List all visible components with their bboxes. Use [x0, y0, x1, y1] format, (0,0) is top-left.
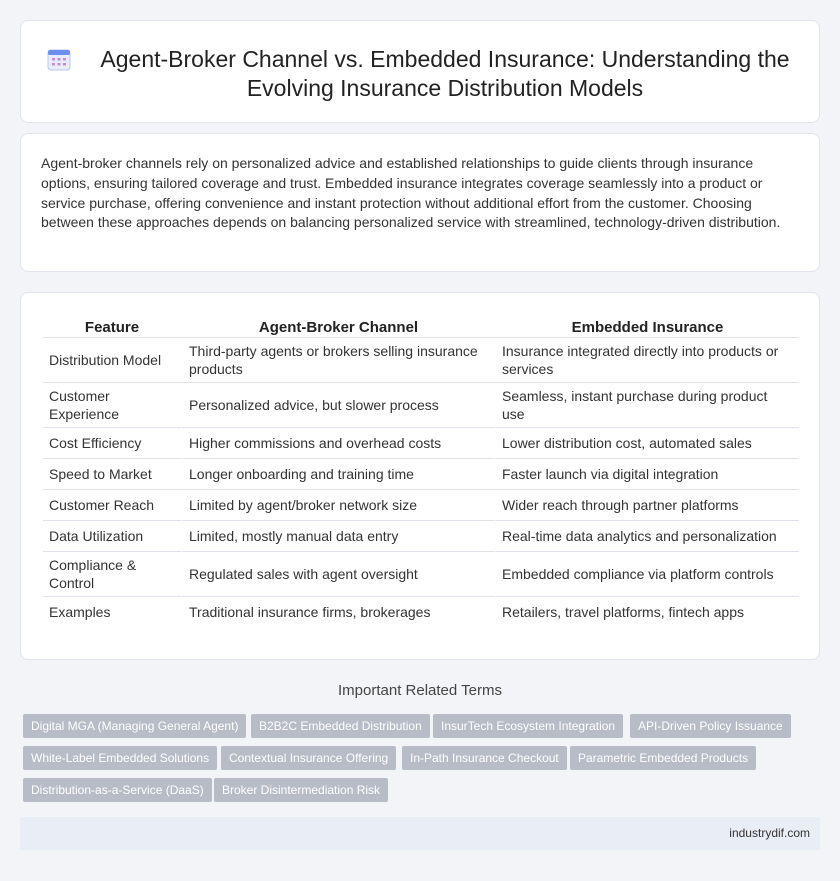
- row-feature: Speed to Market: [43, 458, 181, 489]
- table-row: [43, 520, 799, 551]
- header-agent-broker: Agent-Broker Channel: [181, 315, 494, 337]
- row-agent-broker: Traditional insurance firms, brokerages: [181, 596, 494, 627]
- page-title: Agent-Broker Channel vs. Embedded Insurance: Understanding the Evolving Insurance Distribution Models: [100, 46, 790, 101]
- row-embedded: Insurance integrated directly into products or services: [494, 337, 799, 382]
- header-feature: Feature: [84, 319, 140, 336]
- table-row: [43, 596, 799, 627]
- table-row: [43, 489, 799, 520]
- row-feature: Customer Reach: [43, 489, 181, 520]
- related-term-tag[interactable]: In-Path Insurance Checkout: [402, 746, 567, 770]
- row-embedded: Embedded compliance via platform controls: [494, 551, 799, 596]
- intro-paragraph: Agent-broker channels rely on personalized advice and established relationships to guide clients through insurance options, ensuring tailored coverage and trust. Embedded insurance integrates coverage seamlessly into a product or service purchase, offering convenience and instant protection without additional effort from the customer. Choosing between these approaches depends on balancing personalized service with streamlined, technology-driven distribution.: [41, 155, 781, 231]
- header-embedded: Embedded Insurance: [494, 315, 799, 337]
- related-term-tag[interactable]: B2B2C Embedded Distribution: [251, 714, 430, 738]
- footer-bar: [20, 817, 820, 850]
- row-agent-broker: Higher commissions and overhead costs: [181, 427, 494, 458]
- footer-site-link[interactable]: industrydif.com: [729, 826, 810, 840]
- row-agent-broker: Regulated sales with agent oversight: [181, 551, 494, 596]
- row-agent-broker: Third-party agents or brokers selling insurance products: [181, 337, 494, 382]
- table-row: [43, 382, 799, 427]
- row-feature: Distribution Model: [43, 337, 181, 382]
- row-agent-broker: Limited by agent/broker network size: [181, 489, 494, 520]
- title-card: [20, 20, 820, 123]
- row-agent-broker: Personalized advice, but slower process: [181, 382, 494, 427]
- row-embedded: Real-time data analytics and personalization: [494, 520, 799, 551]
- related-term-tag[interactable]: API-Driven Policy Issuance: [630, 714, 791, 738]
- row-feature: Data Utilization: [43, 520, 181, 551]
- table-row: [43, 337, 799, 382]
- comparison-card: [20, 292, 820, 660]
- related-term-tag[interactable]: Digital MGA (Managing General Agent): [23, 714, 246, 738]
- related-term-tag[interactable]: Distribution-as-a-Service (DaaS): [23, 778, 212, 802]
- row-agent-broker: Limited, mostly manual data entry: [181, 520, 494, 551]
- row-embedded: Retailers, travel platforms, fintech apps: [494, 596, 799, 627]
- row-embedded: Seamless, instant purchase during product use: [494, 382, 799, 427]
- table-header-row: [43, 315, 799, 337]
- related-term-tag[interactable]: InsurTech Ecosystem Integration: [433, 714, 623, 738]
- table-row: [43, 427, 799, 458]
- row-embedded: Faster launch via digital integration: [494, 458, 799, 489]
- row-feature: Customer Experience: [43, 382, 181, 427]
- related-terms-heading: Important Related Terms: [338, 682, 502, 699]
- row-feature: Cost Efficiency: [43, 427, 181, 458]
- intro-card: [20, 133, 820, 272]
- comparison-table: [43, 315, 799, 627]
- row-feature: Compliance & Control: [43, 551, 181, 596]
- related-term-tag[interactable]: Parametric Embedded Products: [570, 746, 756, 770]
- row-agent-broker: Longer onboarding and training time: [181, 458, 494, 489]
- related-term-tag[interactable]: White-Label Embedded Solutions: [23, 746, 217, 770]
- calendar-grid-icon: [47, 47, 71, 71]
- row-feature: Examples: [43, 596, 181, 627]
- table-row: [43, 458, 799, 489]
- related-term-tag[interactable]: Broker Disintermediation Risk: [214, 778, 388, 802]
- table-row: [43, 551, 799, 596]
- row-embedded: Wider reach through partner platforms: [494, 489, 799, 520]
- related-term-tag[interactable]: Contextual Insurance Offering: [221, 746, 396, 770]
- row-embedded: Lower distribution cost, automated sales: [494, 427, 799, 458]
